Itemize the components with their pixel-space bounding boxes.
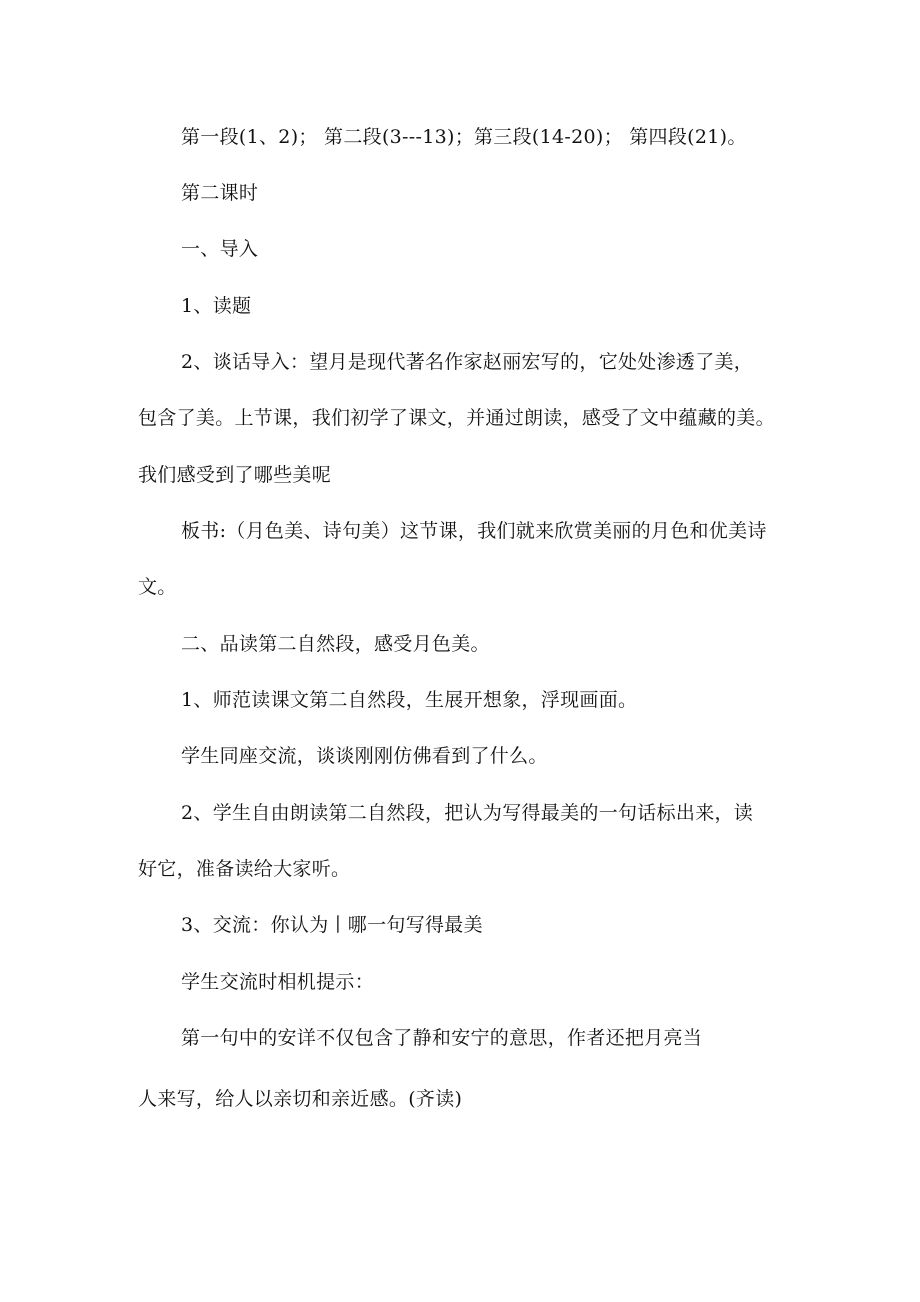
item-free-reading-line2: 好它，准备读给大家听。	[138, 858, 351, 880]
blackboard-line2: 文。	[138, 576, 177, 598]
blackboard-line1: 板书:（月色美、诗句美）这节课，我们就来欣赏美丽的月色和优美诗	[181, 520, 767, 542]
item-read-title: 1、读题	[181, 295, 252, 317]
item-teacher-reads: 1、师范读课文第二自然段，生展开想象，浮现画面。	[181, 689, 638, 711]
item-hint-line2: 人来写，给人以亲切和亲近感。(齐读)	[138, 1088, 463, 1110]
heading-second-lesson: 第二课时	[181, 182, 259, 204]
item-talk-intro-line3: 我们感受到了哪些美呢	[138, 464, 332, 486]
item-exchange: 3、交流：你认为丨哪一句写得最美	[181, 914, 483, 936]
heading-introduction: 一、导入	[181, 238, 259, 260]
item-talk-intro-line1: 2、谈话导入：望月是现代著名作家赵丽宏写的，它处处渗透了美，	[181, 351, 754, 373]
item-talk-intro-line2: 包含了美。上节课，我们初学了课文，并通过朗读，感受了文中蕴藏的美。	[138, 407, 775, 429]
item-hint-line1: 第一句中的安详不仅包含了静和安宁的意思，作者还把月亮当	[181, 1027, 703, 1049]
item-hint-intro: 学生交流时相机提示：	[181, 971, 375, 993]
paragraph-sections: 第一段(1、2)； 第二段(3---13)；第三段(14-20)； 第四段(21)。	[181, 126, 747, 148]
item-students-discuss: 学生同座交流，谈谈刚刚仿佛看到了什么。	[181, 745, 548, 767]
heading-reading-paragraph-two: 二、品读第二自然段，感受月色美。	[181, 633, 490, 655]
item-free-reading-line1: 2、学生自由朗读第二自然段，把认为写得最美的一句话标出来，读	[181, 802, 754, 824]
